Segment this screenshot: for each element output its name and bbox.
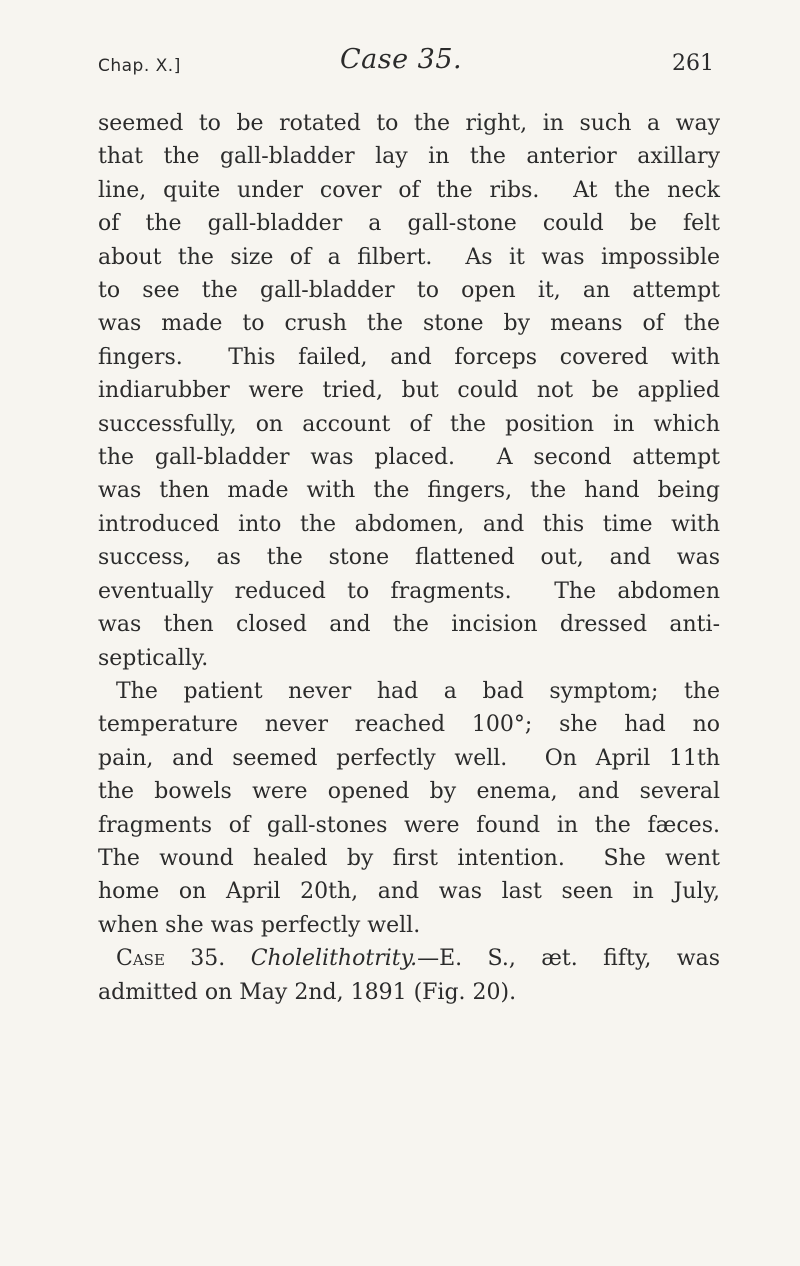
text-line: that the gall-bladder lay in the anterior axillary	[98, 144, 720, 170]
text-line: successfully, on account of the position in which	[98, 411, 720, 437]
text-line: The wound healed by first intention. She went	[98, 845, 720, 871]
text-line: when she was perfectly well.	[98, 912, 421, 938]
text-line: fingers. This failed, and forceps covered with	[98, 344, 720, 370]
text-line: the gall-bladder was placed. A second attempt	[98, 445, 720, 471]
text-line: about the size of a filbert. As it was impossible	[98, 244, 720, 270]
text-line: seemed to be rotated to the right, in such a way	[98, 111, 720, 136]
text-line: indiarubber were tried, but could not be applied	[98, 378, 720, 404]
running-header	[98, 44, 714, 84]
page-body	[98, 107, 720, 1009]
text-line: of the gall-bladder a gall-stone could be felt	[98, 211, 720, 237]
case-label: Case 35.	[116, 946, 226, 972]
patient-details: —E. S., æt. fifty, was	[417, 946, 720, 972]
text-line: temperature never reached 100°; she had no	[98, 712, 720, 738]
paragraph-operation	[98, 107, 720, 675]
text-line: home on April 20th, and was last seen in July,	[98, 879, 720, 905]
text-line: was made to crush the stone by means of the	[98, 311, 720, 337]
text-line: success, as the stone flattened out, and was	[98, 545, 720, 571]
text-line: fragments of gall-stones were found in the fæces.	[98, 812, 720, 838]
text-line	[98, 942, 720, 975]
text-line: was then made with the fingers, the hand being	[98, 478, 720, 504]
chapter-reference: Chap. X.]	[98, 56, 181, 76]
page-number: 261	[672, 51, 714, 76]
running-title: Case 35.	[340, 44, 463, 75]
text-line: admitted on May 2nd, 1891 (Fig. 20).	[98, 979, 517, 1005]
text-line: the bowels were opened by enema, and several	[98, 779, 720, 805]
text-line: eventually reduced to fragments. The abdomen	[98, 578, 720, 604]
paragraph-recovery	[98, 675, 720, 942]
text-line: line, quite under cover of the ribs. At the neck	[98, 177, 720, 203]
text-line: introduced into the abdomen, and this time with	[98, 511, 720, 537]
text-line: septically.	[98, 645, 209, 671]
procedure-name: Cholelithotrity.	[250, 946, 418, 972]
text-line: to see the gall-bladder to open it, an attempt	[98, 278, 720, 304]
paragraph-case-35	[98, 942, 720, 1009]
text-line: pain, and seemed perfectly well. On April 11th	[98, 745, 720, 771]
text-line: was then closed and the incision dressed anti-	[98, 612, 720, 638]
text-line: The patient never had a bad symptom; the	[116, 678, 720, 704]
